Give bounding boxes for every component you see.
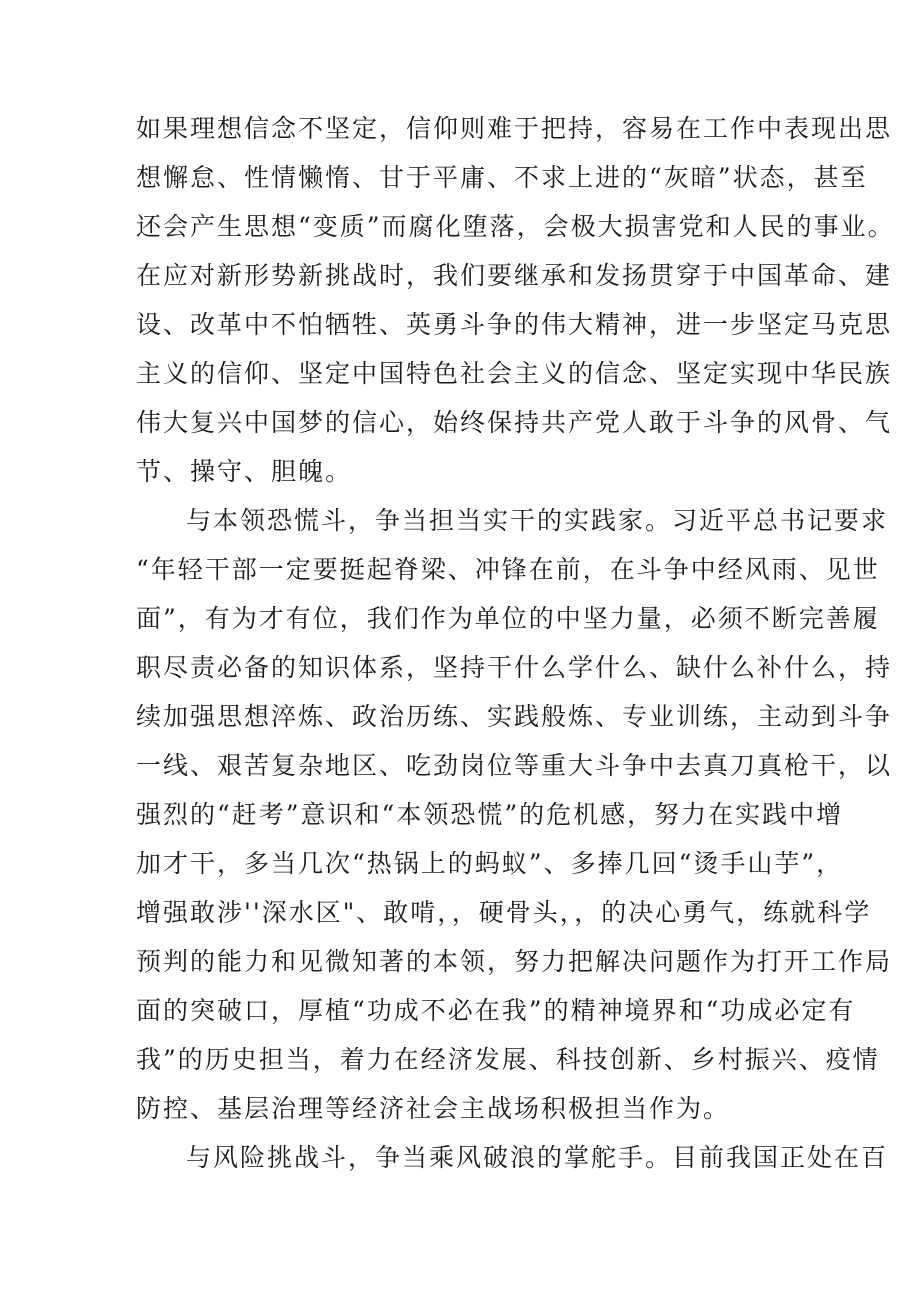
text-line: “年轻干部一定要挺起脊梁、冲锋在前，在斗争中经风雨、见世 bbox=[136, 555, 880, 584]
text-line: 设、改革中不怕牺牲、英勇斗争的伟大精神，进一步坚定马克思 bbox=[136, 310, 893, 339]
text-line: 增强敢涉''深水区"、敢啃，，硬骨头，，的决心勇气，练就科学 bbox=[136, 898, 872, 927]
text-line: 节、操守、胆魄。 bbox=[136, 457, 353, 486]
text-line: 如果理想信念不坚定，信仰则难于把持，容易在工作中表现出思 bbox=[136, 114, 893, 143]
text-line: 在应对新形势新挑战时，我们要继承和发扬贯穿于中国革命、建 bbox=[136, 261, 893, 290]
text-line: 预判的能力和见微知著的本领，努力把解决问题作为打开工作局 bbox=[136, 947, 893, 976]
text-line: 续加强思想淬炼、政治历练、实践般炼、专业训练，主动到斗争 bbox=[136, 702, 893, 731]
text-line: 职尽责必备的知识体系，坚持干什么学什么、缺什么补什么，持 bbox=[136, 653, 893, 682]
text-line: 伟大复兴中国梦的信心，始终保持共产党人敢于斗争的风骨、气 bbox=[136, 408, 893, 437]
text-line: 我”的历史担当，着力在经济发展、科技创新、乡村振兴、疫情 bbox=[136, 1045, 880, 1074]
text-line: 加才干，多当几次“热锅上的蚂蚁”、多捧几回“烫手山芋”， bbox=[136, 849, 844, 878]
text-line: 面”，有为才有位，我们作为单位的中坚力量，必须不断完善履 bbox=[136, 604, 880, 633]
text-line: 还会产生思想“变质”而腐化堕落，会极大损害党和人民的事业。 bbox=[136, 212, 895, 241]
text-line: 主义的信仰、坚定中国特色社会主义的信念、坚定实现中华民族 bbox=[136, 359, 893, 388]
paragraph-start-line: 与本领恐慌斗，争当担当实干的实践家。习近平总书记要求 bbox=[186, 506, 889, 535]
text-line: 一线、艰苦复杂地区、吃劲岗位等重大斗争中去真刀真枪干，以 bbox=[136, 751, 893, 780]
text-line: 强烈的“赶考”意识和“本领恐慌”的危机感，努力在实践中增 bbox=[136, 800, 844, 829]
text-line: 想懈怠、性情懒惰、甘于平庸、不求上进的“灰暗”状态，甚至 bbox=[136, 163, 868, 192]
paragraph-start-line: 与风险挑战斗，争当乘风破浪的掌舵手。目前我国正处在百 bbox=[186, 1143, 889, 1172]
text-line: 面的突破口，厚植“功成不必在我”的精神境界和“功成必定有 bbox=[136, 996, 856, 1025]
text-line: 防控、基层治理等经济社会主战场积极担当作为。 bbox=[136, 1094, 731, 1123]
